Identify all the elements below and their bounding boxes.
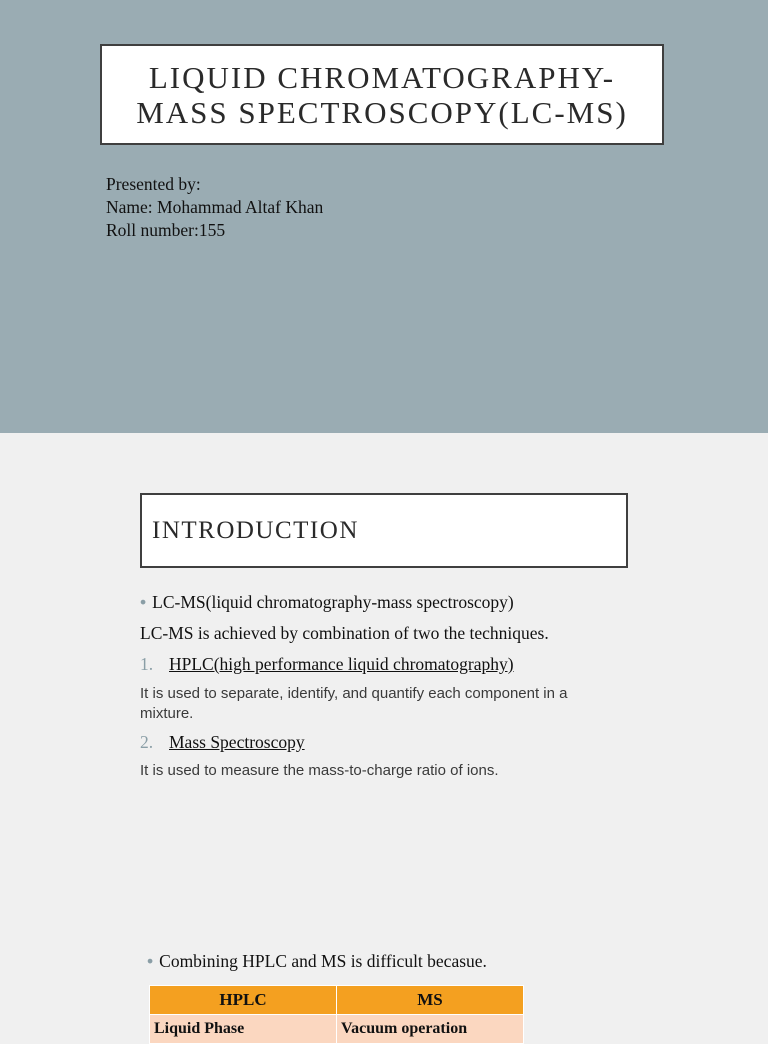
item-description: It is used to separate, identify, and quantify each component in a mixture.	[140, 685, 568, 722]
table-cell: Vacuum operation	[337, 1015, 524, 1044]
table-header-row	[150, 986, 524, 1015]
heading-box	[140, 493, 628, 568]
column-header-ms: MS	[337, 986, 524, 1015]
comparison-table	[149, 985, 524, 1044]
bullet-text: LC-MS(liquid chromatography-mass spectroscopy)	[152, 592, 514, 612]
slide-heading: INTRODUCTION	[152, 516, 359, 544]
item-number: 2.	[140, 732, 154, 752]
presenter-info	[106, 173, 323, 242]
table-cell: Liquid Phase	[150, 1015, 337, 1044]
introduction-slide	[0, 433, 768, 893]
presented-by-label: Presented by:	[106, 174, 201, 194]
table-row	[150, 1015, 524, 1044]
title-line-1: LIQUID CHROMATOGRAPHY-	[148, 59, 616, 95]
bullet-text: Combining HPLC and MS is difficult becasue.	[159, 951, 487, 971]
bullet-item	[140, 592, 514, 613]
roll-number: Roll number:155	[106, 220, 226, 240]
intro-statement: LC-MS is achieved by combination of two the techniques.	[140, 623, 549, 643]
presenter-name: Name: Mohammad Altaf Khan	[106, 197, 324, 217]
combining-slide	[0, 893, 768, 1037]
numbered-item-1	[140, 654, 514, 675]
numbered-item-2	[140, 732, 305, 753]
title-line-2: MASS SPECTROSCOPY(LC-MS)	[136, 94, 628, 130]
bullet-item	[147, 951, 487, 972]
item-label: Mass Spectroscopy	[169, 732, 305, 752]
slide-title	[136, 60, 628, 130]
column-header-hplc: HPLC	[150, 986, 337, 1015]
bullet-dot-icon: •	[140, 592, 147, 612]
item-description: It is used to measure the mass-to-charge ratio of ions.	[140, 762, 499, 779]
title-box	[100, 44, 664, 145]
item-number: 1.	[140, 654, 154, 674]
title-slide	[0, 0, 768, 433]
bullet-dot-icon: •	[147, 951, 154, 971]
item-label: HPLC(high performance liquid chromatography)	[169, 654, 514, 674]
